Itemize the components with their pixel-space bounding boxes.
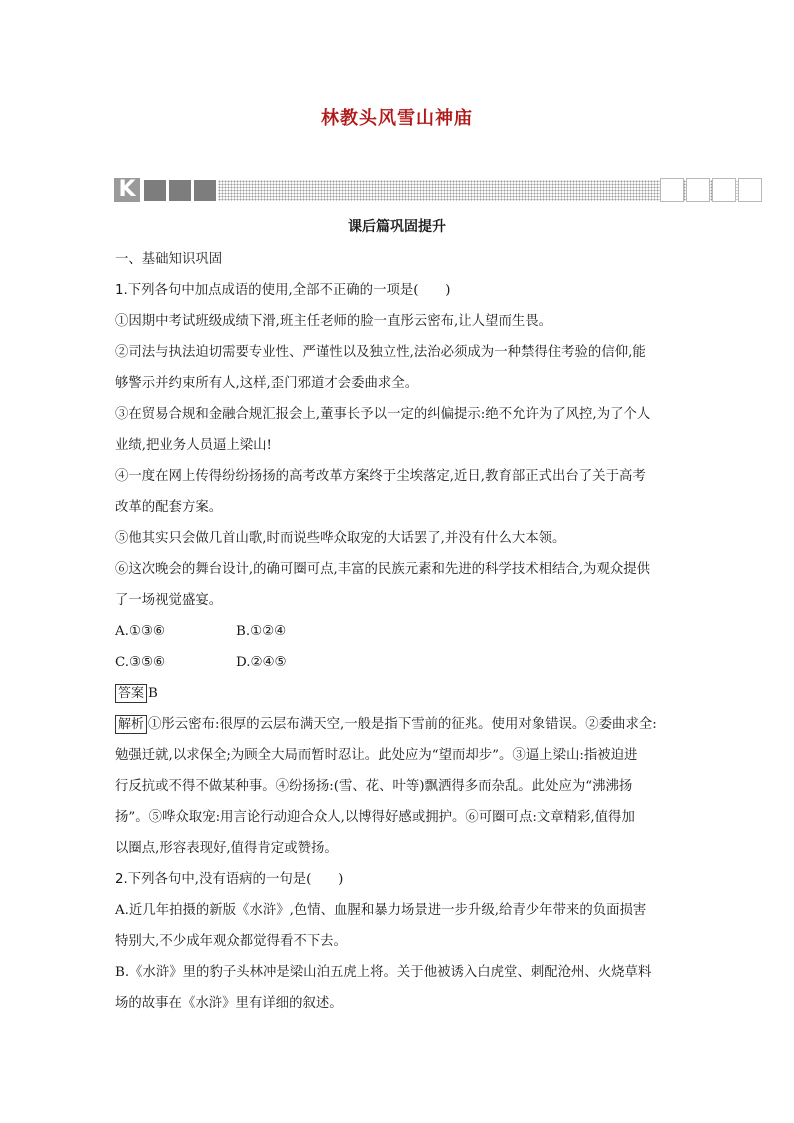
q2-option-line: B.《水浒》里的豹子头林冲是梁山泊五虎上将。关于他被诱入白虎堂、刺配沧州、火烧草料: [115, 965, 652, 980]
analysis-line: 以圈点,形容表现好,值得肯定或赞扬。: [115, 841, 338, 856]
question-number: 2.: [115, 872, 128, 887]
question-number: 1.: [115, 283, 128, 298]
worksheet-body: [115, 244, 681, 1019]
choice-b: B.①②④: [236, 624, 287, 639]
q2-option-line: 场的故事在《水浒》里有详细的叙述。: [115, 996, 343, 1011]
banner-box-2: [686, 178, 710, 202]
banner-k-logo: K: [114, 178, 140, 202]
analysis-line: [115, 709, 681, 740]
analysis-line: 勉强迁就,以求保全;为顾全大局而暂时忍让。此处应为“望而却步”。③逼上梁山:指被迫进: [115, 748, 638, 763]
analysis-text: ①彤云密布:很厚的云层布满天空,一般是指下雪前的征兆。使用对象错误。②委曲求全:: [148, 717, 657, 732]
section-title: 课后篇巩固提升: [348, 219, 446, 235]
q1-item-line: ②司法与执法迫切需要专业性、严谨性以及独立性,法治必须成为一种禁得住考验的信仰,能: [115, 345, 646, 360]
banner-block-2: [169, 180, 191, 201]
choices-row-2: [115, 647, 681, 678]
analysis-line: 行反抗或不得不做某种事。④纷扬扬:(雪、花、叶等)飘洒得多而杂乱。此处应为“沸沸扬: [115, 779, 633, 794]
banner-box-1: [660, 178, 684, 202]
q1-item-line: ⑥这次晚会的舞台设计,的确可圈可点,丰富的民族元素和先进的科学技术相结合,为观众提供: [115, 562, 651, 577]
banner-box-4: [738, 178, 762, 202]
answer-line: [115, 678, 681, 709]
q1-item-line: ⑤他其实只会做几首山歌,时而说些哗众取宠的大话罢了,并没有什么大本领。: [115, 531, 566, 546]
question-text: 下列各句中加点成语的使用,全部不正确的一项是( ): [127, 283, 451, 298]
analysis-tag: 解析: [115, 715, 147, 734]
part-heading: 一、基础知识巩固: [115, 252, 223, 267]
choices-row-1: [115, 616, 681, 647]
q1-item-line: 改革的配套方案。: [115, 500, 223, 515]
analysis-line: 扬”。⑤哗众取宠:用言论行动迎合众人,以博得好感或拥护。⑥可圈可点:文章精彩,值得加: [115, 810, 635, 825]
q2-option-line: A.近几年拍摄的新版《水浒》,色情、血腥和暴力场景进一步升级,给青少年带来的负面损害: [115, 903, 647, 918]
answer-tag: 答案: [115, 684, 147, 703]
choice-a: A.①③⑥: [115, 624, 165, 639]
answer-value: B: [148, 686, 158, 701]
banner-box-3: [712, 178, 736, 202]
question-text: 下列各句中,没有语病的一句是( ): [127, 872, 344, 887]
q1-item-line: ①因期中考试班级成绩下滑,班主任老师的脸一直彤云密布,让人望而生畏。: [115, 314, 553, 329]
q2-option-line: 特别大,不少成年观众都觉得看不下去。: [115, 934, 347, 949]
section-banner: [114, 178, 762, 202]
q1-item-line: ④一度在网上传得纷纷扬扬的高考改革方案终于尘埃落定,近日,教育部正式出台了关于高考: [115, 469, 646, 484]
page-title: 林教头风雪山神庙: [321, 108, 473, 129]
question-2-stem: [115, 864, 681, 895]
choice-d: D.②④⑤: [236, 655, 287, 670]
q1-item-line: 了一场视觉盛宴。: [115, 593, 223, 608]
question-1-stem: [115, 275, 681, 306]
choice-c: C.③⑤⑥: [115, 655, 166, 670]
q1-item-line: ③在贸易合规和金融合规汇报会上,董事长予以一定的纠偏提示:绝不允许为了风控,为了个人: [115, 407, 651, 422]
banner-block-1: [144, 180, 166, 201]
banner-block-3: [194, 180, 216, 201]
q1-item-line: 够警示并约束所有人,这样,歪门邪道才会委曲求全。: [115, 376, 419, 391]
q1-item-line: 业绩,把业务人员逼上梁山!: [115, 438, 272, 453]
